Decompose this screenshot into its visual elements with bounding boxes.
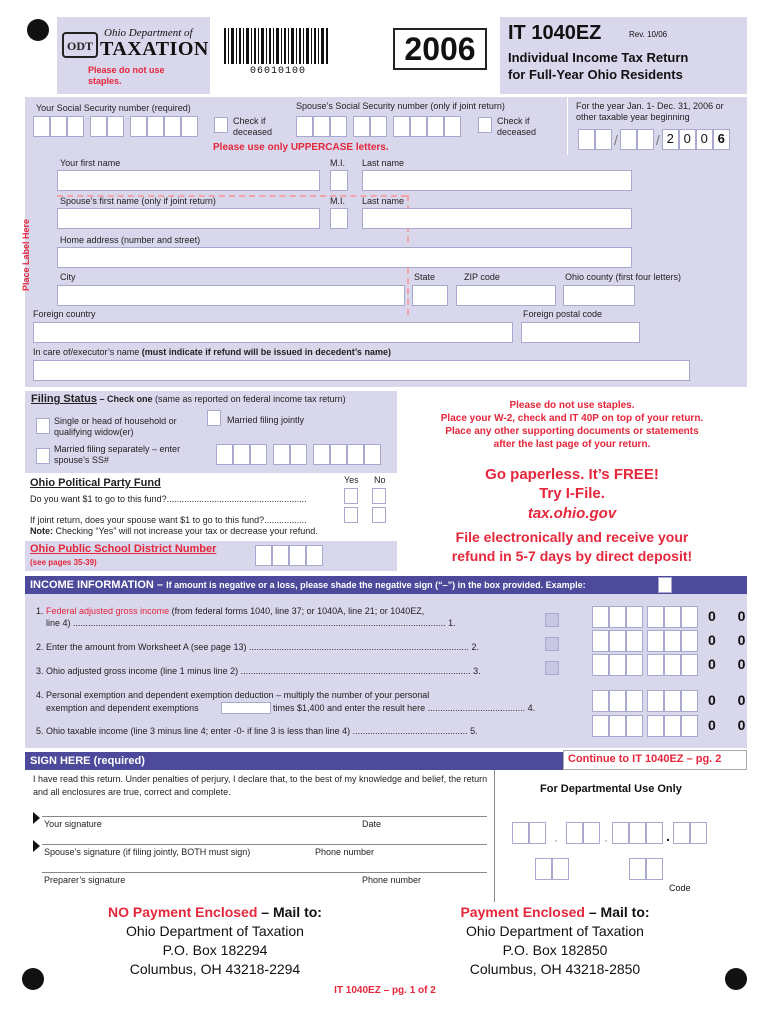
- payment-red: Payment Enclosed: [460, 904, 585, 920]
- year: 2006: [404, 31, 476, 67]
- income-line4-a: 4. Personal exemption and dependent exemption deduction – multiply the number of your personal: [36, 690, 430, 700]
- year-digit-1: 2: [662, 129, 679, 150]
- filing-joint-label: Married filing jointly: [227, 415, 305, 425]
- county-input[interactable]: [563, 285, 635, 306]
- income-line1-b: line 4) ..................................................................................................................................................... 1.: [46, 618, 456, 628]
- line5-amount-input[interactable]: [592, 715, 698, 737]
- punch-hole-top-left: [27, 19, 49, 41]
- filing-joint-checkbox[interactable]: [207, 410, 221, 426]
- care-of-label: [33, 347, 391, 357]
- spouse-signature-line[interactable]: [42, 844, 487, 845]
- political-note-text: Checking “Yes” will not increase your tax or decrease your refund.: [53, 526, 318, 536]
- payment-line3: Columbus, OH 43218-2850: [469, 961, 641, 977]
- first-name-label: Your first name: [60, 158, 121, 168]
- school-district-title: Ohio Public School District Number: [30, 543, 217, 555]
- political-yes-header: Yes: [344, 475, 359, 485]
- political-spouse-no-checkbox[interactable]: [372, 507, 386, 523]
- spouse-first-name-input[interactable]: [57, 208, 320, 229]
- income-line4-b: exemption and dependent exemptions: [46, 703, 199, 713]
- payment-rest: – Mail to:: [584, 904, 650, 920]
- deceased-label: Check if deceased: [233, 116, 273, 137]
- spouse-ssn-input[interactable]: [296, 116, 461, 137]
- foreign-country-input[interactable]: [33, 322, 513, 343]
- preparer-signature-label: Preparer’s signature: [44, 875, 126, 885]
- filing-separate-checkbox[interactable]: [36, 448, 50, 464]
- last-name-label: Last name: [362, 158, 405, 168]
- signature-arrow-1: [33, 812, 40, 824]
- city-input[interactable]: [57, 285, 405, 306]
- date-label: Date: [362, 819, 382, 829]
- no-payment-line1: Ohio Department of Taxation: [126, 923, 304, 939]
- foreign-postal-label: Foreign postal code: [523, 309, 603, 319]
- filing-status-title: [31, 393, 346, 405]
- spouse-deceased-label: Check if deceased: [497, 116, 537, 137]
- spouse-deceased-checkbox[interactable]: [478, 117, 492, 133]
- no-payment-line3: Columbus, OH 43218-2294: [129, 961, 301, 977]
- filing-status-check-one: – Check one: [97, 394, 153, 404]
- barcode-number: 06010100: [250, 66, 307, 77]
- phone-label-1: Phone number: [315, 847, 375, 857]
- home-address-input[interactable]: [57, 247, 632, 268]
- form-id: IT 1040EZ: [508, 22, 602, 44]
- your-signature-line[interactable]: [42, 816, 487, 817]
- year-note: For the year Jan. 1- Dec. 31, 2006 or other taxable year beginning: [576, 101, 724, 122]
- line1-number: 1.: [36, 606, 47, 616]
- line1-cents: 0 0: [708, 608, 755, 624]
- spouse-ssn-label: Spouse’s Social Security number (only if joint return): [296, 101, 505, 111]
- first-name-input[interactable]: [57, 170, 320, 191]
- income-header-rest: If amount is negative or a loss, please shade the negative sign (“–”) in the box provided. Example:: [166, 580, 586, 590]
- line1-neg-sign[interactable]: [545, 613, 559, 627]
- zip-input[interactable]: [456, 285, 556, 306]
- no-payment-red: NO Payment Enclosed: [108, 904, 258, 920]
- income-line2: 2. Enter the amount from Worksheet A (see page 13) ........................................................................................ 2.: [36, 642, 479, 652]
- spouse-ssn-separate-input[interactable]: [216, 444, 381, 465]
- care-of-bold: (must indicate if refund will be issued in decedent’s name): [141, 347, 391, 357]
- line5-cents: 0 0: [708, 717, 755, 733]
- staples-note: Please do not use staples.: [88, 65, 165, 86]
- political-fund-title: Ohio Political Party Fund: [30, 477, 161, 489]
- line3-neg-sign[interactable]: [545, 661, 559, 675]
- barcode: [224, 28, 328, 64]
- filing-status-note: (same as reported on federal income tax return): [152, 394, 346, 404]
- care-of-input[interactable]: [33, 360, 690, 381]
- year-digit-3: 0: [696, 129, 713, 150]
- page-footer: IT 1040EZ – pg. 1 of 2: [334, 985, 436, 996]
- ohio-seal-logo: [62, 32, 98, 58]
- line2-amount-input[interactable]: [592, 630, 698, 652]
- dept-name-line2: TAXATION: [100, 38, 209, 60]
- income-line1: [36, 606, 424, 616]
- line4-cents: 0 0: [708, 692, 755, 708]
- line3-cents: 0 0: [708, 656, 755, 672]
- income-header: [25, 576, 747, 594]
- line4-amount-input[interactable]: [592, 690, 698, 712]
- exemption-count-input[interactable]: [221, 702, 271, 714]
- year-note-divider: [567, 97, 568, 155]
- income-line5: 5. Ohio taxable income (line 3 minus line 4; enter -0- if line 3 is less than line 4) .............................................. 5.: [36, 726, 478, 736]
- promo-line5: refund in 5-7 days by direct deposit!: [451, 548, 693, 564]
- last-name-input[interactable]: [362, 170, 632, 191]
- foreign-postal-input[interactable]: [521, 322, 640, 343]
- sign-divider: [494, 770, 495, 902]
- line2-cents: 0 0: [708, 632, 755, 648]
- political-q2: If joint return, does your spouse want $1 to go to this fund?.................: [30, 515, 307, 525]
- home-address-label: Home address (number and street): [60, 235, 201, 245]
- year-box: [393, 28, 487, 70]
- year-digit-4: 6: [713, 129, 730, 150]
- care-of-prefix: In care of/executor’s name: [33, 347, 142, 357]
- spouse-mi-label: M.I.: [330, 196, 345, 206]
- staples-notice: [398, 393, 746, 459]
- mi-label: M.I.: [330, 158, 345, 168]
- line3-amount-input[interactable]: [592, 654, 698, 676]
- spouse-mi-input[interactable]: [330, 208, 348, 229]
- state-label: State: [414, 272, 436, 282]
- income-line3: 3. Ohio adjusted gross income (line 1 minus line 2) ............................................................................................ 3.: [36, 666, 481, 676]
- svg-text:ODT: ODT: [66, 39, 94, 53]
- negative-sign-example: [658, 577, 672, 593]
- ssn-label: Your Social Security number (required): [36, 103, 191, 113]
- political-no-header: No: [374, 475, 386, 485]
- payment-line2: P.O. Box 182850: [502, 942, 608, 958]
- preparer-signature-line[interactable]: [42, 872, 487, 873]
- form-revision: Rev. 10/06: [629, 30, 668, 39]
- political-spouse-yes-checkbox[interactable]: [344, 507, 358, 523]
- payment-address: [400, 903, 710, 979]
- line2-neg-sign[interactable]: [545, 637, 559, 651]
- year-digit-2: 0: [679, 129, 696, 150]
- notice-line3: Place any other supporting documents or statements: [445, 426, 699, 437]
- spouse-last-name-input[interactable]: [362, 208, 632, 229]
- promo-link[interactable]: tax.ohio.gov: [527, 505, 617, 522]
- uppercase-note: Please use only UPPERCASE letters.: [213, 142, 389, 153]
- notice-line4: after the last page of your return.: [493, 439, 651, 450]
- no-payment-address: [60, 903, 370, 979]
- tax-year-beginning-input[interactable]: / / 2 0 0 6: [578, 129, 730, 150]
- promo-line4: File electronically and receive your: [455, 529, 689, 545]
- political-note: [30, 526, 318, 536]
- dept-name-line1: Ohio Department of: [104, 27, 193, 39]
- dept-date-boxes: , , .: [512, 822, 707, 844]
- form-title-line2: for Full-Year Ohio Residents: [508, 67, 683, 82]
- spouse-signature-label: Spouse’s signature (if filing jointly, BOTH must sign): [44, 847, 251, 857]
- departmental-use-label: For Departmental Use Only: [540, 783, 682, 795]
- dept-code-boxes: [535, 858, 663, 880]
- promo-line2: Try I-File.: [539, 485, 605, 502]
- political-q1: Do you want $1 to go to this fund?........................................................: [30, 494, 307, 504]
- line1-amount-input[interactable]: [592, 606, 698, 628]
- filing-separate-label: Married filing separately – enter spouse’s SS#: [54, 444, 181, 465]
- sign-here-header: SIGN HERE (required): [25, 752, 745, 770]
- paperless-promo: [398, 465, 746, 566]
- county-label: Ohio county (first four letters): [565, 272, 682, 282]
- deceased-checkbox[interactable]: [214, 117, 228, 133]
- perjury-declaration: I have read this return. Under penalties of perjury, I declare that, to the best of my knowledge and belief, the return and all enclosures are true, correct and complete.: [33, 774, 488, 797]
- political-yes-checkbox[interactable]: [344, 488, 358, 504]
- no-payment-line2: P.O. Box 182294: [162, 942, 268, 958]
- line1-rest: (from federal forms 1040, line 37; or 1040A, line 21; or 1040EZ,: [169, 606, 425, 616]
- payment-line1: Ohio Department of Taxation: [466, 923, 644, 939]
- place-label-here: Place Label Here: [21, 218, 32, 292]
- school-district-pages: (see pages 35-39): [30, 558, 97, 567]
- signature-arrow-2: [33, 840, 40, 852]
- line1-red: Federal adjusted gross income: [46, 606, 170, 616]
- notice-line1: Please do not use staples.: [509, 400, 635, 411]
- school-district-input[interactable]: [255, 545, 323, 566]
- notice-line2: Place your W-2, check and IT 40P on top of your return.: [440, 413, 704, 424]
- foreign-country-label: Foreign country: [33, 309, 96, 319]
- income-header-bold: INCOME INFORMATION –: [30, 579, 167, 591]
- filing-single-label: Single or head of household or qualifying widow(er): [54, 416, 177, 437]
- income-line4-c: times $1,400 and enter the result here ....................................... 4.: [273, 703, 536, 713]
- form-title-line1: Individual Income Tax Return: [508, 50, 689, 65]
- your-signature-label: Your signature: [44, 819, 102, 829]
- dept-code-label: Code: [669, 883, 691, 893]
- ssn-input[interactable]: [33, 116, 198, 137]
- zip-label: ZIP code: [464, 272, 500, 282]
- state-input[interactable]: [412, 285, 448, 306]
- spouse-first-name-label: Spouse’s first name (only if joint return): [60, 196, 216, 206]
- mi-input[interactable]: [330, 170, 348, 191]
- city-label: City: [60, 272, 76, 282]
- filing-single-checkbox[interactable]: [36, 418, 50, 434]
- political-no-checkbox[interactable]: [372, 488, 386, 504]
- spouse-last-name-label: Last name: [362, 196, 405, 206]
- continue-note: Continue to IT 1040EZ – pg. 2: [568, 753, 722, 765]
- phone-label-2: Phone number: [362, 875, 422, 885]
- filing-status-heading: Filing Status: [31, 393, 97, 405]
- promo-line1: Go paperless. It’s FREE!: [485, 466, 659, 483]
- political-note-bold: Note:: [30, 526, 53, 536]
- no-payment-rest: – Mail to:: [257, 904, 322, 920]
